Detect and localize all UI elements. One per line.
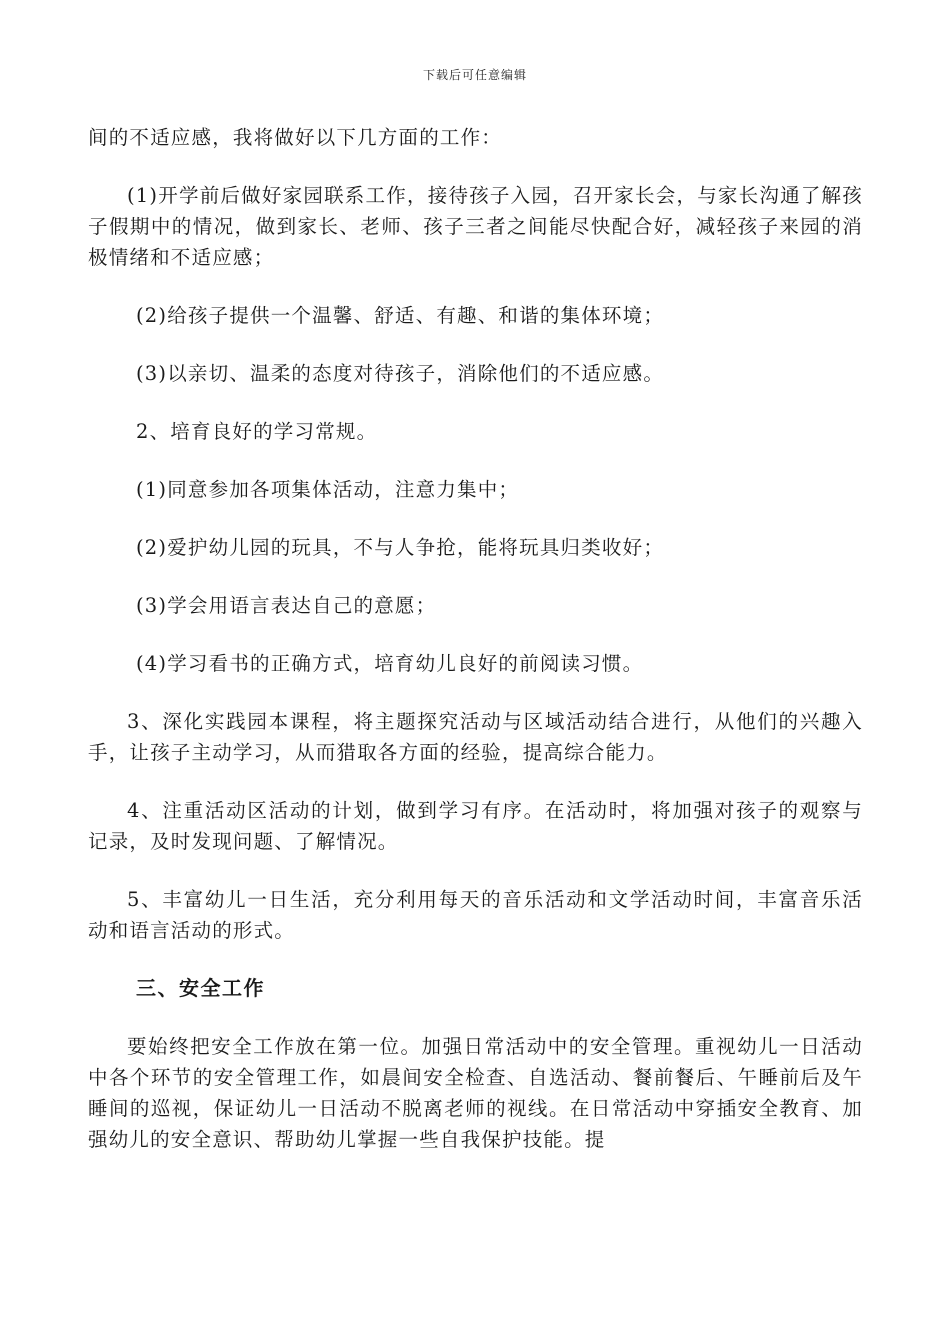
paragraph: 间的不适应感，我将做好以下几方面的工作： (88, 126, 503, 149)
paragraph: 5、丰富幼儿一日生活，充分利用每天的音乐活动和文学活动时间，丰富音乐活动和语言活动的形式。 (88, 888, 863, 942)
paragraph: (1)同意参加各项集体活动，注意力集中； (136, 478, 520, 501)
document-body (88, 122, 863, 1182)
paragraph: (3)学会用语言表达自己的意愿； (136, 594, 437, 617)
page-header-note: 下载后可任意编辑 (422, 68, 527, 82)
paragraph: (3)以亲切、温柔的态度对待孩子，消除他们的不适应感。 (136, 362, 665, 385)
paragraph: (2)给孩子提供一个温馨、舒适、有趣、和谐的集体环境； (136, 304, 665, 327)
section-heading: 三、安全工作 (136, 976, 265, 1000)
paragraph: 要始终把安全工作放在第一位。加强日常活动中的安全管理。重视幼儿一日活动中各个环节的安全管理工作，如晨间安全检查、自选活动、餐前餐后、午睡前后及午睡间的巡视，保证幼儿一日活动不脱离老师的视线。在日常活动中穿插安全教育、加强幼儿的安全意识、帮助幼儿掌握一些自我保护技能。提 (88, 1035, 863, 1151)
paragraph: 4、注重活动区活动的计划，做到学习有序。在活动时，将加强对孩子的观察与记录，及时发现问题、了解情况。 (88, 799, 863, 853)
paragraph: (2)爱护幼儿园的玩具，不与人争抢，能将玩具归类收好； (136, 536, 665, 559)
paragraph: 2、培育良好的学习常规。 (136, 420, 378, 443)
paragraph: 3、深化实践园本课程，将主题探究活动与区域活动结合进行，从他们的兴趣入手，让孩子主动学习，从而猎取各方面的经验，提高综合能力。 (88, 710, 863, 764)
paragraph: (4)学习看书的正确方式，培育幼儿良好的前阅读习惯。 (136, 652, 644, 675)
paragraph: (1)开学前后做好家园联系工作，接待孩子入园，召开家长会，与家长沟通了解孩子假期中的情况，做到家长、老师、孩子三者之间能尽快配合好，减轻孩子来园的消极情绪和不适应感； (88, 184, 863, 269)
